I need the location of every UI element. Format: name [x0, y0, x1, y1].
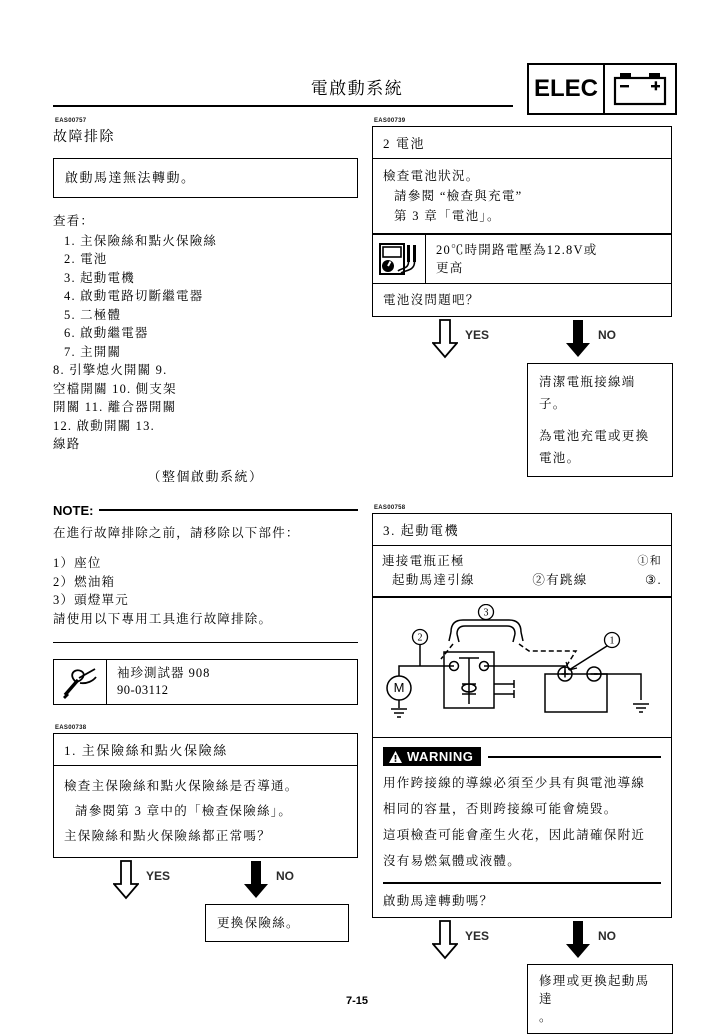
step-1-line: 請參閱第 3 章中的「檢查保險絲」。 [75, 804, 293, 818]
warning-body [383, 770, 661, 874]
pocket-tester-icon [54, 660, 107, 704]
step-2-line: 請參閱 “檢查與充電” [394, 189, 523, 203]
step-1-body [54, 766, 357, 857]
warning-line: 沒有易燃氣體或液體。 [383, 854, 522, 869]
motor-label: M [393, 679, 405, 695]
warning-triangle-icon [389, 751, 402, 763]
list-item: 3）頭燈單元 [53, 593, 129, 607]
multimeter-icon-glyph [379, 242, 419, 276]
section-divider [53, 642, 358, 643]
elec-label: ELEC [533, 75, 598, 102]
note-rule [99, 509, 358, 511]
pocket-tester-icon-glyph [60, 665, 100, 699]
no-label: NO [598, 328, 616, 343]
battery-icon [605, 65, 675, 113]
note-intro: 在進行故障排除之前，請移除以下部件： [53, 525, 300, 540]
warning-rule [488, 756, 661, 758]
warning-line: 相同的容量，否則跨接線可能會燒毀。 [383, 802, 618, 817]
warning-heading [383, 747, 661, 766]
no-branch [565, 920, 616, 960]
no-branch [243, 860, 294, 900]
step-1-decision-arrows [53, 858, 358, 904]
step-2-no-result [527, 363, 673, 477]
step-3-decision-arrows [372, 918, 672, 964]
warning-block [373, 738, 671, 917]
yes-branch [432, 319, 489, 359]
page-title: 電啟動系統 [310, 79, 404, 98]
list-item: 3. 起動電機 [64, 270, 135, 285]
callout-1-ref: ①和 [637, 555, 662, 568]
instruction-line-2 [382, 571, 662, 590]
note-heading [53, 503, 358, 518]
result-text: 更換保險絲。 [217, 916, 300, 930]
yes-label: YES [465, 928, 490, 943]
check-list-lead: 查看： [53, 214, 95, 228]
spec-line: 20℃時開路電壓為12.8V或 [436, 242, 598, 257]
step-2-box [372, 126, 672, 317]
question-text: 電池沒問題吧？ [383, 293, 480, 308]
check-list [53, 212, 358, 454]
step-1-box [53, 733, 358, 858]
eas-code-troubleshooting: EAS00757 [55, 118, 87, 124]
yes-label: YES [146, 869, 171, 883]
list-item: 開關 11. 離合器開關 [53, 400, 177, 414]
no-branch [565, 319, 616, 359]
warning-label: WARNING [407, 749, 474, 765]
step-2-spec-row [373, 235, 671, 283]
callout-3-ref: ③. [645, 573, 662, 588]
list-item: 12. 啟動開關 13. [53, 418, 155, 433]
tool-part-number: 90-03112 [117, 683, 169, 697]
special-tool-box [53, 659, 358, 705]
section-heading-troubleshooting: 故障排除 [53, 130, 115, 145]
step-3-instructions [373, 546, 671, 596]
instruction-text: 連接電瓶正極 [382, 554, 465, 569]
tool-info [107, 660, 220, 704]
note-label: NOTE: [53, 502, 94, 518]
spec-line: 更高 [436, 260, 464, 275]
list-item: 7. 主開關 [64, 344, 122, 359]
note-body [53, 524, 358, 629]
arrow-down-outline-icon [432, 319, 458, 359]
arrow-down-solid-icon [243, 860, 269, 900]
step-2-heading: 2 電池 [373, 127, 671, 159]
list-item: 1. 主保險絲和點火保險絲 [64, 233, 218, 248]
list-item: 1）座位 [53, 556, 102, 570]
eas-code-step3: EAS00758 [374, 505, 406, 512]
battery-icon-glyph [613, 72, 667, 106]
arrow-down-solid-icon [565, 319, 591, 359]
step-2-line: 檢查電池狀況。 [383, 169, 480, 183]
callout-2-label: 2 [417, 632, 423, 644]
page-number: 7-15 [345, 995, 369, 1007]
arrow-down-outline-icon [432, 920, 458, 960]
step-3-question: 啟動馬達轉動嗎？ [383, 893, 494, 908]
yes-branch [432, 920, 489, 960]
starter-motor-jumper-wiring-diagram [373, 598, 671, 737]
list-item: 5. 二極體 [64, 307, 122, 322]
list-item: 2）燃油箱 [53, 574, 116, 589]
symptom-text: 啟動馬達無法轉動。 [65, 170, 196, 185]
yes-label: YES [465, 328, 490, 343]
step-2-decision-arrows [372, 317, 672, 363]
no-label: NO [276, 869, 294, 883]
step-1-heading: 1. 主保險絲和點火保險絲 [54, 734, 357, 766]
result-text: 清潔電瓶接線端子。 [539, 375, 636, 412]
step-2-spec-text [426, 235, 607, 283]
eas-code-step2: EAS00739 [374, 118, 406, 124]
left-column [53, 118, 358, 942]
right-column [372, 118, 672, 1034]
tool-name: 袖珍測試器 908 [117, 666, 211, 680]
instruction-text: 起動馬達引線 [392, 573, 475, 588]
warning-badge [383, 747, 481, 766]
list-item: 8. 引擎熄火開關 9. [53, 363, 168, 377]
result-text: 為電池充電或更換電池。 [539, 429, 650, 466]
elec-section-badge [527, 63, 677, 115]
arrow-down-solid-icon [565, 920, 591, 960]
callout-1-label: 1 [609, 635, 615, 647]
step-2-line: 第 3 章「電池」。 [394, 209, 501, 223]
warning-divider [383, 882, 661, 884]
arrow-down-outline-icon [113, 860, 139, 900]
step-3-box [372, 513, 672, 918]
step-3-heading: 3. 起動電機 [373, 514, 671, 546]
step-1-no-result [205, 904, 349, 942]
warning-line: 用作跨接線的導線必須至少具有與電池導線 [383, 776, 646, 791]
list-item: 線路 [53, 437, 81, 451]
symptom-box [53, 158, 358, 198]
callout-2-ref: ②有跳線 [532, 573, 588, 588]
list-item: 4. 啟動電路切斷繼電器 [64, 289, 204, 303]
no-label: NO [598, 928, 616, 943]
result-text: 。 [539, 1009, 553, 1024]
whole-system-note: （整個啟動系統） [147, 468, 264, 484]
callout-3-label: 3 [483, 607, 489, 619]
list-item: 6. 啟動繼電器 [64, 326, 149, 340]
step-2-question [373, 284, 671, 316]
step-2-body [373, 159, 671, 233]
step-1-line: 檢查主保險絲和點火保險絲是否導通。 [64, 779, 299, 793]
result-text: 修理或更換起動馬達 [539, 973, 650, 1006]
list-item: 2. 電池 [64, 252, 108, 266]
yes-branch [113, 860, 170, 900]
multimeter-icon [373, 235, 426, 283]
instruction-line-1 [382, 552, 662, 571]
list-item: 空檔開關 10. 側支架 [53, 381, 177, 396]
warning-line: 這項檢查可能會產生火花，因此請確保附近 [383, 828, 646, 843]
step-1-line: 主保險絲和點火保險絲都正常嗎？ [64, 829, 272, 843]
header-divider [53, 105, 513, 107]
eas-code-step1: EAS00738 [55, 725, 87, 731]
wiring-diagram-svg [379, 604, 665, 728]
note-tail: 請使用以下專用工具進行故障排除。 [53, 611, 273, 626]
result-spacer [539, 415, 661, 425]
